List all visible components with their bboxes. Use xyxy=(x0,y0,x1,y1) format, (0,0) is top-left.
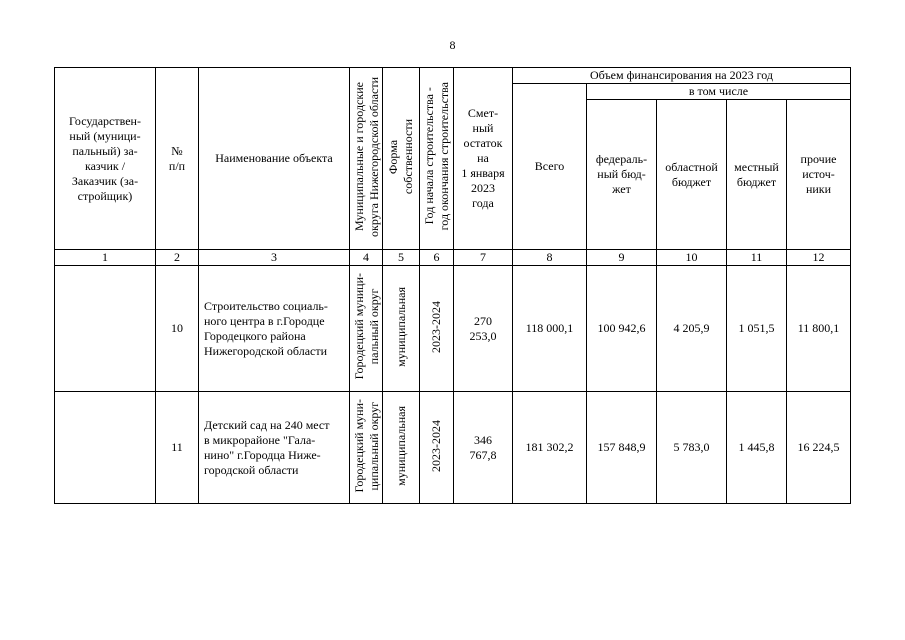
column-number: 10 xyxy=(657,250,727,266)
total-cell: 118 000,1 xyxy=(513,266,587,392)
header-total: Всего xyxy=(513,84,587,250)
page-number: 8 xyxy=(449,38,456,52)
object-name-cell: Строительство социаль- ного центра в г.Городце Городецкого района Нижегородской области xyxy=(199,266,350,392)
number-cell: 11 xyxy=(156,392,199,504)
header-number: № п/п xyxy=(156,68,199,250)
header-ownership: Форма собственности xyxy=(383,68,420,250)
header-other: прочие источ- ники xyxy=(787,100,851,250)
customer-cell xyxy=(55,392,156,504)
regional-cell: 5 783,0 xyxy=(657,392,727,504)
district-cell: Городецкий муни- ципальный округ xyxy=(350,392,383,504)
header-including: в том числе xyxy=(587,84,851,100)
header-regional: областной бюджет xyxy=(657,100,727,250)
table-row xyxy=(55,266,851,392)
local-cell: 1 051,5 xyxy=(727,266,787,392)
header-customer: Государствен- ный (муници- пальный) за- казчик / Заказчик (за- стройщик) xyxy=(55,68,156,250)
federal-cell: 100 942,6 xyxy=(587,266,657,392)
header-object-name: Наименование объекта xyxy=(199,68,350,250)
column-number: 6 xyxy=(420,250,454,266)
financing-table xyxy=(54,67,851,504)
balance-cell: 270 253,0 xyxy=(454,266,513,392)
column-number: 3 xyxy=(199,250,350,266)
total-cell: 181 302,2 xyxy=(513,392,587,504)
table-row xyxy=(55,392,851,504)
column-number: 1 xyxy=(55,250,156,266)
number-cell: 10 xyxy=(156,266,199,392)
column-numbers-row xyxy=(55,250,851,266)
header-years: Год начала строительства - год окончания строительства xyxy=(420,68,454,250)
federal-cell: 157 848,9 xyxy=(587,392,657,504)
years-cell: 2023-2024 xyxy=(420,392,454,504)
local-cell: 1 445,8 xyxy=(727,392,787,504)
column-number: 11 xyxy=(727,250,787,266)
column-number: 12 xyxy=(787,250,851,266)
object-name-cell: Детский сад на 240 мест в микрорайоне "Гала- нино" г.Городца Ниже- городской области xyxy=(199,392,350,504)
header-federal: федераль- ный бюд- жет xyxy=(587,100,657,250)
balance-cell: 346 767,8 xyxy=(454,392,513,504)
other-cell: 11 800,1 xyxy=(787,266,851,392)
column-number: 5 xyxy=(383,250,420,266)
years-cell: 2023-2024 xyxy=(420,266,454,392)
column-number: 7 xyxy=(454,250,513,266)
header-district: Муниципальные и городские округа Нижегородской области xyxy=(350,68,383,250)
header-estimated-balance: Смет- ный остаток на 1 января 2023 года xyxy=(454,68,513,250)
column-number: 9 xyxy=(587,250,657,266)
customer-cell xyxy=(55,266,156,392)
column-number: 2 xyxy=(156,250,199,266)
regional-cell: 4 205,9 xyxy=(657,266,727,392)
other-cell: 16 224,5 xyxy=(787,392,851,504)
district-cell: Городецкий муници- пальный округ xyxy=(350,266,383,392)
ownership-cell: муниципальная xyxy=(383,266,420,392)
ownership-cell: муниципальная xyxy=(383,392,420,504)
column-number: 8 xyxy=(513,250,587,266)
header-local: местный бюджет xyxy=(727,100,787,250)
header-row-1 xyxy=(55,68,851,84)
column-number: 4 xyxy=(350,250,383,266)
header-funding-title: Объем финансирования на 2023 год xyxy=(513,68,851,84)
